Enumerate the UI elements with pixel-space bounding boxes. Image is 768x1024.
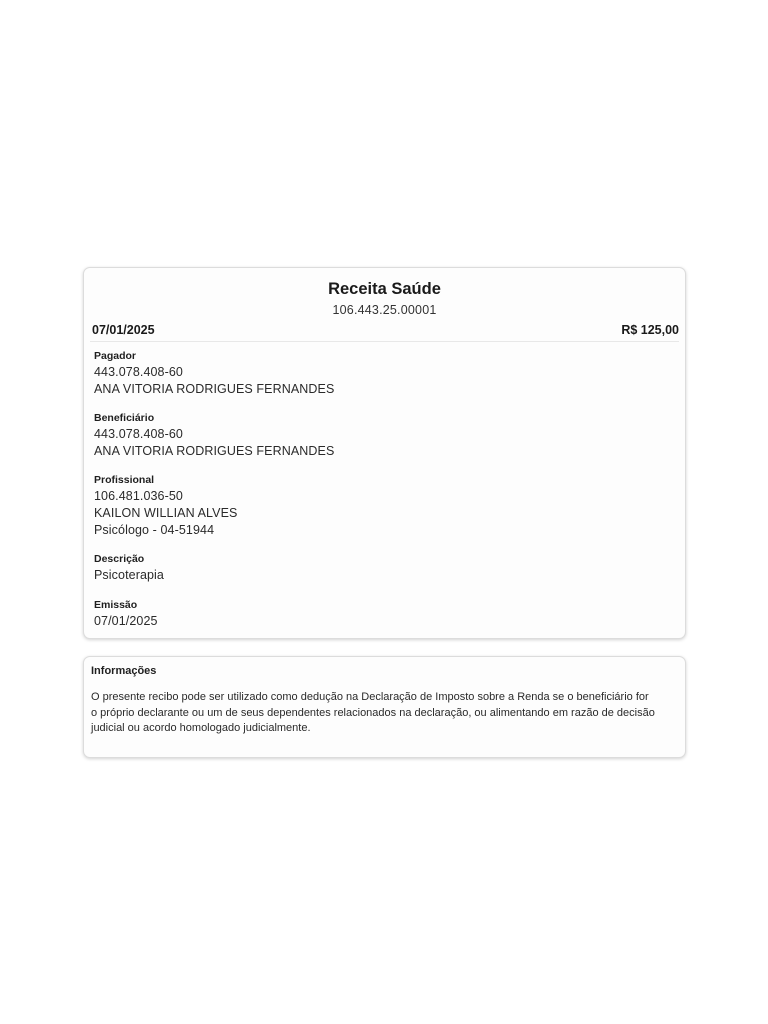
pagador-document: 443.078.408-60 [94,365,183,379]
profissional-label: Profissional [94,474,155,486]
emissao-label: Emissão [94,599,138,611]
beneficiario-name: ANA VITORIA RODRIGUES FERNANDES [94,444,335,458]
profissional-name: KAILON WILLIAN ALVES [94,506,238,520]
descricao-value: Psicoterapia [94,568,164,582]
info-title: Informações [91,665,157,677]
pagador-section [94,349,334,398]
descricao-label: Descrição [94,553,145,565]
emissao-section [94,598,158,630]
beneficiario-section [94,411,334,460]
info-card [83,656,686,758]
profissional-registration: Psicólogo - 04-51944 [94,523,215,537]
receipt-date: 07/01/2025 [92,323,155,337]
descricao-section [94,552,164,584]
pagador-label: Pagador [94,350,137,362]
emissao-value: 07/01/2025 [94,614,158,628]
receipt-number: 106.443.25.00001 [332,303,437,317]
profissional-section [94,473,238,539]
receipt-summary-row [92,320,679,340]
beneficiario-document: 443.078.408-60 [94,427,183,441]
receipt-title: Receita Saúde [328,280,441,298]
profissional-document: 106.481.036-50 [94,489,183,503]
divider [90,341,679,342]
receipt-amount: R$ 125,00 [621,323,679,337]
info-text: O presente recibo pode ser utilizado como dedução na Declaração de Imposto sobre a Renda se o beneficiário for o próprio declarante ou um de seus dependentes relacionados na declaração, ou alimentando em razão de decisão judicial ou acordo homologado judicialmente. [91,691,655,734]
pagador-name: ANA VITORIA RODRIGUES FERNANDES [94,382,335,396]
receipt-card [83,267,686,639]
beneficiario-label: Beneficiário [94,412,155,424]
